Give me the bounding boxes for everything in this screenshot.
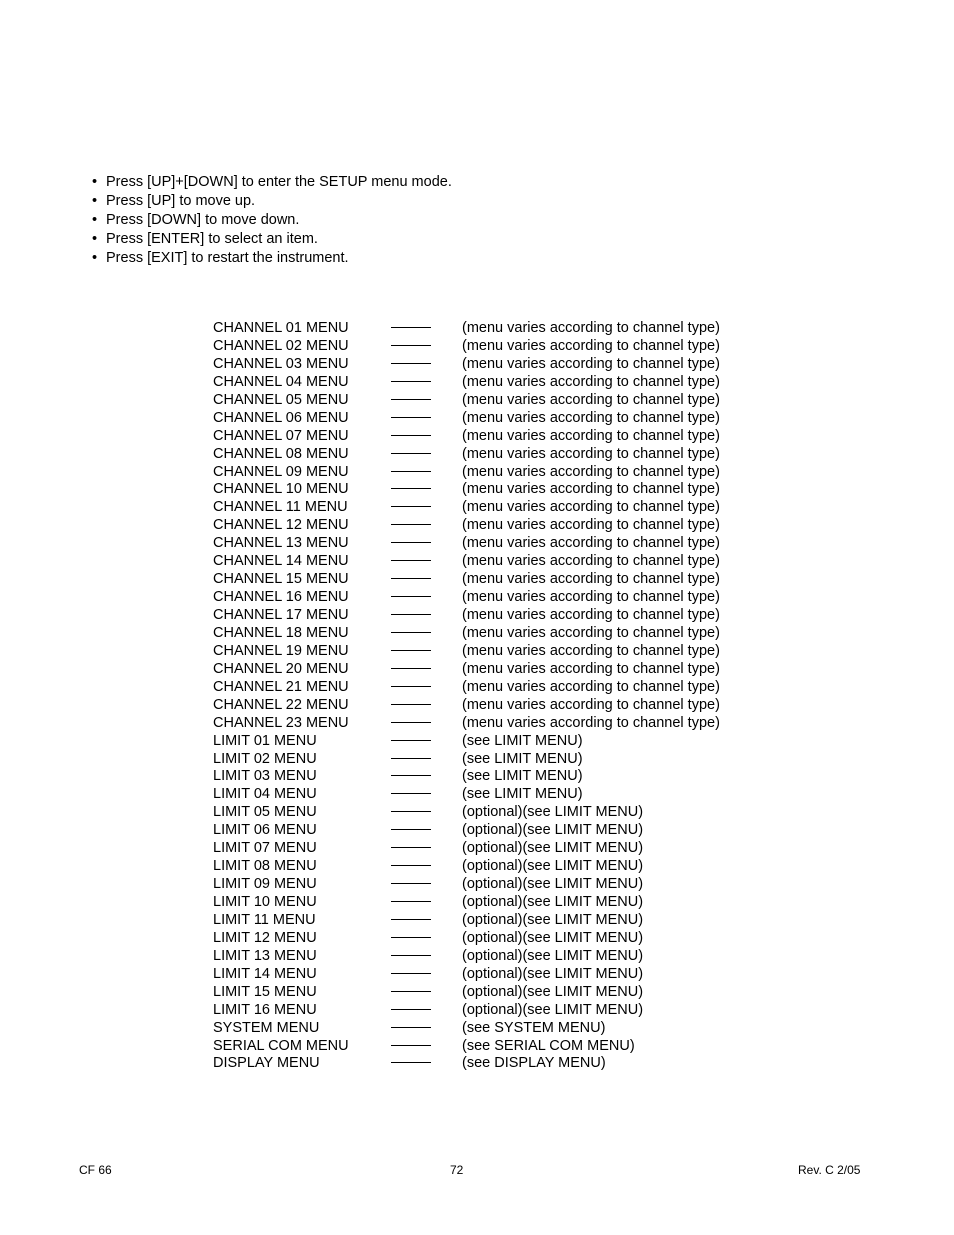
menu-item-description: (optional)(see LIMIT MENU)	[462, 822, 644, 839]
connector-line	[391, 506, 431, 507]
menu-item-description: (optional)(see LIMIT MENU)	[462, 876, 644, 893]
menu-item-name: CHANNEL 19 MENU	[213, 642, 349, 659]
menu-item-name: CHANNEL 03 MENU	[213, 355, 349, 372]
menu-item-description: (optional)(see LIMIT MENU)	[462, 804, 644, 821]
menu-item-name: SYSTEM MENU	[213, 1019, 320, 1036]
menu-item-name: LIMIT 04 MENU	[213, 786, 317, 803]
connector-line	[391, 991, 431, 992]
connector-line	[391, 775, 431, 776]
menu-item-name: CHANNEL 13 MENU	[213, 535, 349, 552]
connector-line	[391, 937, 431, 938]
menu-item-name: CHANNEL 08 MENU	[213, 445, 349, 462]
footer-document-id: CF 66	[79, 1163, 112, 1177]
menu-item-name: SERIAL COM MENU	[213, 1037, 349, 1054]
menu-item-description: (menu varies according to channel type)	[462, 660, 720, 677]
connector-line	[391, 722, 431, 723]
connector-line	[391, 650, 431, 651]
menu-item-description: (optional)(see LIMIT MENU)	[462, 911, 644, 928]
menu-item-description: (see SERIAL COM MENU)	[462, 1037, 635, 1054]
menu-item-name: LIMIT 03 MENU	[213, 768, 317, 785]
connector-line	[391, 578, 431, 579]
menu-item-description: (menu varies according to channel type)	[462, 535, 720, 552]
menu-item-description: (optional)(see LIMIT MENU)	[462, 894, 644, 910]
menu-item-name: CHANNEL 06 MENU	[213, 409, 349, 426]
instruction-text: Press [ENTER] to select an item.	[106, 231, 318, 247]
instruction-text: Press [DOWN] to move down.	[106, 212, 300, 228]
footer-revision: Rev. C 2/05	[798, 1163, 861, 1177]
menu-item-description: (menu varies according to channel type)	[462, 445, 720, 462]
menu-item-name: CHANNEL 23 MENU	[213, 714, 349, 731]
menu-item-description: (optional)(see LIMIT MENU)	[462, 1001, 644, 1018]
menu-item-name: LIMIT 05 MENU	[213, 804, 317, 821]
menu-item-name: CHANNEL 04 MENU	[213, 373, 349, 390]
instruction-item	[90, 249, 452, 268]
menu-item-description: (menu varies according to channel type)	[462, 714, 720, 731]
connector-line	[391, 453, 431, 454]
instruction-item	[90, 211, 452, 230]
menu-item-name: LIMIT 10 MENU	[213, 894, 317, 910]
connector-line	[391, 973, 431, 974]
menu-item-name: CHANNEL 17 MENU	[213, 607, 349, 623]
menu-item-description: (menu varies according to channel type)	[462, 373, 720, 390]
menu-item-description: (optional)(see LIMIT MENU)	[462, 929, 644, 946]
connector-line	[391, 919, 431, 920]
instruction-text: Press [UP] to move up.	[106, 193, 256, 209]
menu-item-description: (menu varies according to channel type)	[462, 624, 720, 641]
menu-item-name: DISPLAY MENU	[213, 1055, 320, 1072]
connector-line	[391, 704, 431, 705]
menu-item-name: CHANNEL 09 MENU	[213, 463, 349, 480]
menu-item-description: (menu varies according to channel type)	[462, 409, 720, 426]
menu-item-description: (optional)(see LIMIT MENU)	[462, 947, 644, 964]
menu-item-description: (menu varies according to channel type)	[462, 463, 720, 480]
instruction-item	[90, 230, 452, 249]
menu-item-name: LIMIT 02 MENU	[213, 750, 317, 767]
menu-item-description: (menu varies according to channel type)	[462, 355, 720, 372]
menu-item-name: LIMIT 11 MENU	[213, 911, 316, 928]
connector-line	[391, 327, 431, 328]
menu-item-description: (menu varies according to channel type)	[462, 391, 720, 408]
connector-line	[391, 901, 431, 902]
connector-line	[391, 596, 431, 597]
connector-line	[391, 417, 431, 418]
menu-item-name: CHANNEL 21 MENU	[213, 678, 349, 695]
instruction-item	[90, 173, 452, 192]
instruction-text: Press [EXIT] to restart the instrument.	[106, 250, 349, 266]
menu-item-description: (menu varies according to channel type)	[462, 553, 720, 570]
bullet-icon: •	[92, 174, 98, 190]
connector-line	[391, 668, 431, 669]
connector-line	[391, 1027, 431, 1028]
menu-item-description: (menu varies according to channel type)	[462, 589, 720, 606]
connector-line	[391, 363, 431, 364]
menu-item-description: (see LIMIT MENU)	[462, 768, 583, 785]
connector-line	[391, 811, 431, 812]
menu-item-description: (optional)(see LIMIT MENU)	[462, 983, 644, 1000]
menu-item-name: LIMIT 15 MENU	[213, 983, 317, 1000]
connector-line	[391, 435, 431, 436]
menu-item-description: (menu varies according to channel type)	[462, 607, 720, 623]
bullet-icon: •	[92, 193, 98, 209]
connector-line	[391, 488, 431, 489]
menu-item-description: (menu varies according to channel type)	[462, 571, 720, 588]
menu-item-name: CHANNEL 18 MENU	[213, 624, 349, 641]
menu-item-description: (see LIMIT MENU)	[462, 786, 583, 803]
connector-line	[391, 847, 431, 848]
menu-item-name: CHANNEL 14 MENU	[213, 553, 349, 570]
bullet-icon: •	[92, 250, 98, 266]
menu-item-name: LIMIT 12 MENU	[213, 929, 317, 946]
menu-item-name: LIMIT 13 MENU	[213, 947, 317, 964]
connector-line	[391, 955, 431, 956]
menu-item-description: (menu varies according to channel type)	[462, 499, 720, 516]
connector-line	[391, 614, 431, 615]
menu-item-description: (menu varies according to channel type)	[462, 481, 720, 498]
menu-item-description: (menu varies according to channel type)	[462, 642, 720, 659]
connector-line	[391, 471, 431, 472]
connector-line	[391, 1062, 431, 1063]
menu-item-description: (see SYSTEM MENU)	[462, 1019, 606, 1036]
menu-item-name: CHANNEL 20 MENU	[213, 660, 349, 677]
instruction-text: Press [UP]+[DOWN] to enter the SETUP menu mode.	[106, 174, 452, 190]
menu-item-name: CHANNEL 05 MENU	[213, 391, 349, 408]
menu-item-description: (menu varies according to channel type)	[462, 696, 720, 713]
menu-item-description: (optional)(see LIMIT MENU)	[462, 965, 644, 982]
menu-item-description: (menu varies according to channel type)	[462, 517, 720, 534]
connector-line	[391, 399, 431, 400]
connector-line	[391, 740, 431, 741]
connector-line	[391, 524, 431, 525]
connector-line	[391, 865, 431, 866]
menu-item-name: LIMIT 01 MENU	[213, 732, 317, 749]
menu-item-name: LIMIT 08 MENU	[213, 858, 317, 875]
menu-item-name: CHANNEL 01 MENU	[213, 320, 349, 336]
menu-item-description: (see DISPLAY MENU)	[462, 1055, 606, 1072]
menu-item-name: LIMIT 06 MENU	[213, 822, 317, 839]
connector-line	[391, 345, 431, 346]
menu-item-name: CHANNEL 15 MENU	[213, 571, 349, 588]
instruction-list	[90, 173, 452, 268]
connector-line	[391, 381, 431, 382]
menu-item-name: CHANNEL 10 MENU	[213, 481, 349, 498]
menu-item-description: (menu varies according to channel type)	[462, 678, 720, 695]
connector-line	[391, 829, 431, 830]
menu-item-description: (menu varies according to channel type)	[462, 427, 720, 444]
menu-item-name: LIMIT 07 MENU	[213, 840, 317, 857]
menu-item-description: (optional)(see LIMIT MENU)	[462, 840, 644, 857]
menu-item-description: (menu varies according to channel type)	[462, 337, 720, 354]
menu-item-name: CHANNEL 22 MENU	[213, 696, 349, 713]
menu-item-name: LIMIT 14 MENU	[213, 965, 317, 982]
menu-item-name: CHANNEL 12 MENU	[213, 517, 349, 534]
menu-item-description: (see LIMIT MENU)	[462, 732, 583, 749]
footer-page-number: 72	[450, 1163, 464, 1177]
menu-item-description: (see LIMIT MENU)	[462, 750, 583, 767]
menu-item-name: CHANNEL 16 MENU	[213, 589, 349, 606]
menu-item-description: (menu varies according to channel type)	[462, 320, 720, 336]
menu-item-name: CHANNEL 02 MENU	[213, 337, 349, 354]
menu-item-description: (optional)(see LIMIT MENU)	[462, 858, 644, 875]
menu-item-name: LIMIT 16 MENU	[213, 1001, 317, 1018]
connector-line	[391, 560, 431, 561]
menu-item-name: CHANNEL 07 MENU	[213, 427, 349, 444]
connector-line	[391, 542, 431, 543]
connector-line	[391, 883, 431, 884]
connector-line	[391, 1045, 431, 1046]
connector-line	[391, 686, 431, 687]
connector-line	[391, 758, 431, 759]
menu-item-name: CHANNEL 11 MENU	[213, 499, 348, 516]
connector-line	[391, 632, 431, 633]
bullet-icon: •	[92, 231, 98, 247]
menu-item-name: LIMIT 09 MENU	[213, 876, 317, 893]
bullet-icon: •	[92, 212, 98, 228]
connector-line	[391, 1009, 431, 1010]
instruction-item	[90, 192, 452, 211]
connector-line	[391, 793, 431, 794]
